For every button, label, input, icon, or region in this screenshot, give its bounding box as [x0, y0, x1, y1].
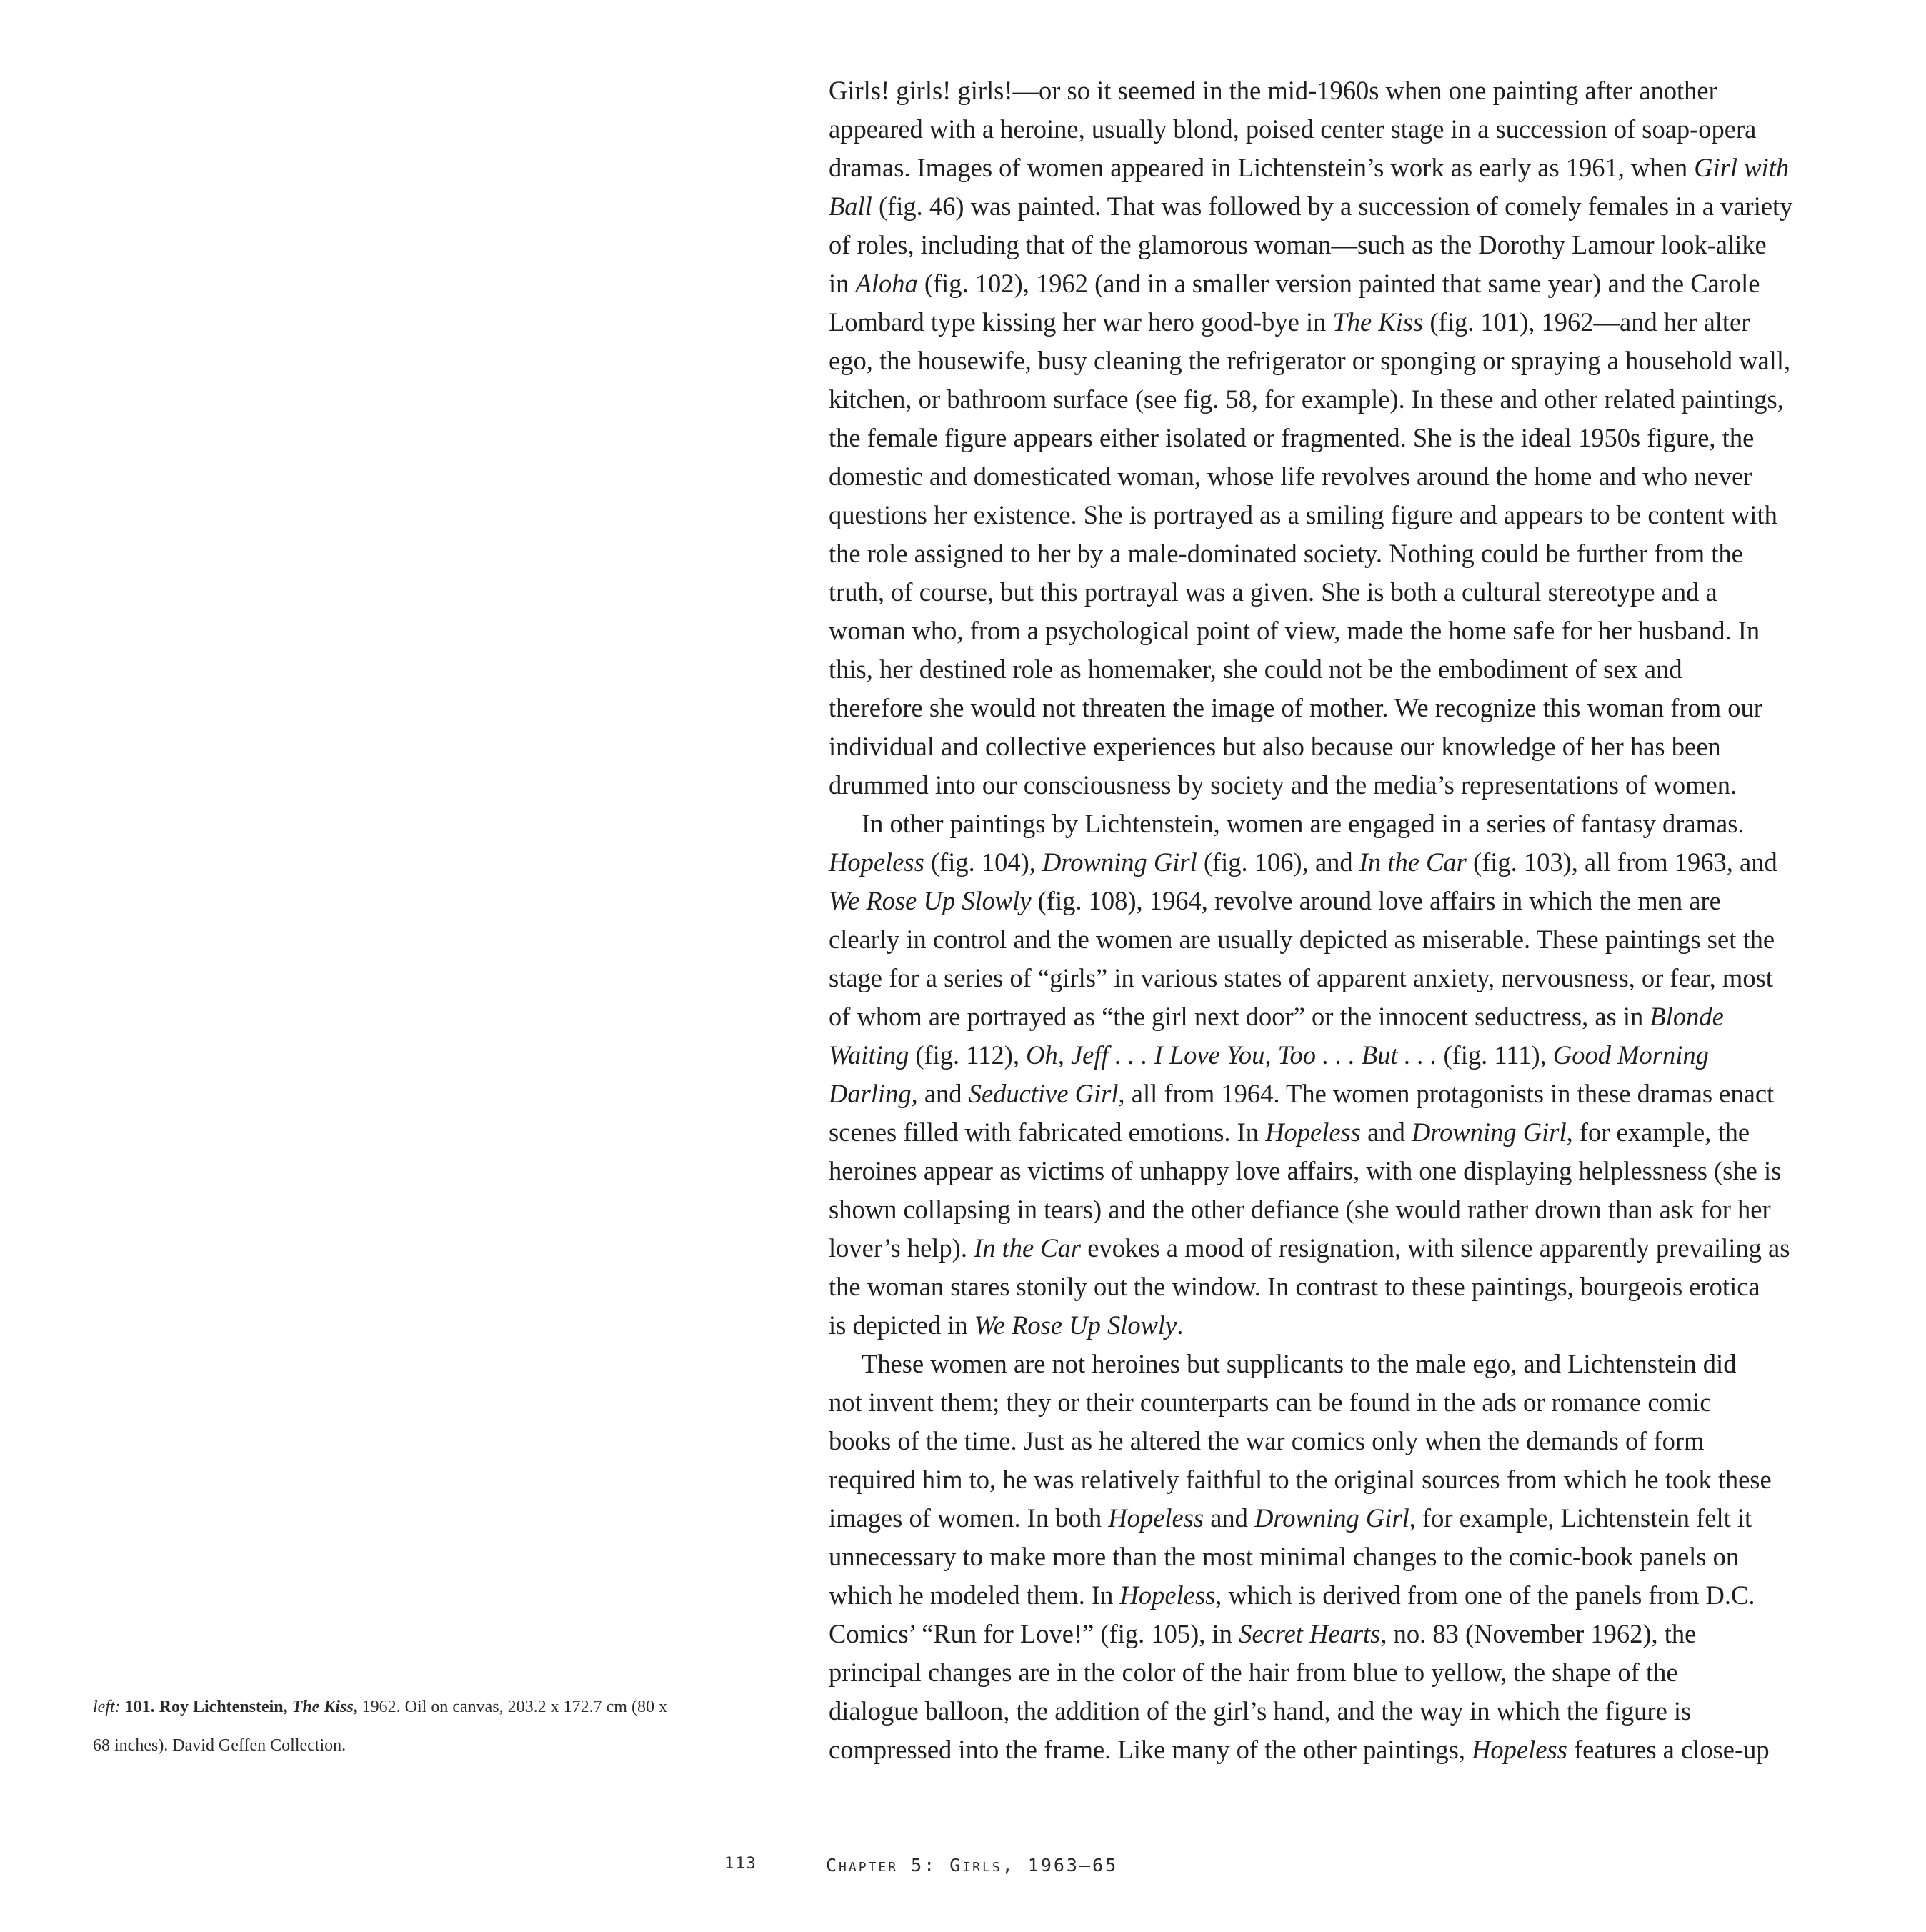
text-segment: Drowning Girl [1411, 1117, 1567, 1147]
body-line [829, 457, 1873, 496]
body-line [829, 1152, 1873, 1190]
text-segment: We Rose Up Slowly [829, 886, 1032, 915]
text-segment: , no. 83 (November 1962), the [1380, 1619, 1697, 1648]
text-segment: Drowning Girl [1254, 1503, 1409, 1533]
body-line [829, 997, 1873, 1036]
body-line [829, 1460, 1873, 1499]
text-segment: the role assigned to her by a male-dominated society. Nothing could be further from the [829, 539, 1743, 568]
text-segment: Hopeless [1265, 1117, 1361, 1147]
text-segment: (fig. 111), [1437, 1040, 1553, 1070]
body-line [829, 419, 1873, 457]
text-segment: 68 inches). David Geffen Collection. [93, 1736, 346, 1755]
body-line [829, 1268, 1873, 1306]
text-segment: Waiting [829, 1040, 909, 1070]
text-segment: not invent them; they or their counterparts can be found in the ads or romance comic [829, 1388, 1712, 1417]
text-segment: features a close-up [1567, 1735, 1770, 1764]
text-segment: Seductive Girl [968, 1079, 1119, 1108]
text-segment: therefore she would not threaten the image of mother. We recognize this woman from our [829, 693, 1762, 722]
text-segment: . [1177, 1310, 1184, 1340]
text-segment: Secret Hearts [1239, 1619, 1381, 1648]
text-segment: Girl with [1694, 153, 1790, 182]
text-segment: the female figure appears either isolated or fragmented. She is the ideal 1950s figure, the [829, 423, 1755, 452]
text-segment: and [1204, 1503, 1255, 1533]
text-segment: ego, the housewife, busy cleaning the refrigerator or sponging or spraying a household wall, [829, 346, 1791, 375]
body-line [829, 1306, 1873, 1345]
text-segment: this, her destined role as homemaker, she could not be the embodiment of sex and [829, 654, 1682, 684]
text-segment: truth, of course, but this portrayal was a given. She is both a cultural stereotype and a [829, 577, 1717, 607]
text-segment: (fig. 46) was painted. That was followed by a succession of comely females in a variety [872, 191, 1793, 221]
text-segment: woman who, from a psychological point of view, made the home safe for her husband. In [829, 616, 1760, 645]
body-line [829, 1499, 1873, 1538]
text-segment: kitchen, or bathroom surface (see fig. 58, for example). In these and other related paintings, [829, 384, 1784, 414]
text-segment: principal changes are in the color of the hair from blue to yellow, the shape of the [829, 1658, 1678, 1687]
text-segment: Aloha [855, 269, 918, 298]
body-line [829, 1615, 1873, 1653]
text-segment: In the Car [974, 1233, 1082, 1263]
text-segment: questions her existence. She is portrayed as a smiling figure and appears to be content with [829, 500, 1777, 529]
text-segment: (fig. 106), and [1197, 847, 1359, 877]
text-segment [292, 1698, 354, 1716]
text-segment: Hopeless [829, 847, 924, 877]
body-line [829, 920, 1873, 959]
text-segment: of roles, including that of the glamorous woman—such as the Dorothy Lamour look-alike [829, 230, 1767, 259]
text-segment: which he modeled them. In [829, 1580, 1120, 1610]
text-segment: , for example, Lichtenstein felt it [1409, 1503, 1752, 1533]
text-segment: and [917, 1079, 969, 1108]
text-segment: compressed into the frame. Like many of the other paintings, [829, 1735, 1472, 1764]
text-segment: individual and collective experiences but also because our knowledge of her has been [829, 732, 1721, 761]
text-segment: Comics’ “Run for Love!” (fig. 105), in [829, 1619, 1239, 1648]
running-head: Chapter 5: Girls, 1963–65 [826, 1855, 1119, 1876]
text-segment: These women are not heroines but supplicants to the male ego, and Lichtenstein did [862, 1349, 1737, 1378]
body-line [829, 303, 1873, 342]
text-segment: Girls! girls! girls!—or so it seemed in the mid-1960s when one painting after another [829, 76, 1717, 105]
body-line [829, 342, 1873, 380]
text-segment: Darling, [829, 1079, 918, 1108]
page-number: 113 [724, 1855, 757, 1873]
text-segment: Hopeless [1119, 1580, 1216, 1610]
text-segment: evokes a mood of resignation, with silence apparently prevailing as [1081, 1233, 1790, 1263]
text-segment: Hopeless [1472, 1735, 1567, 1764]
body-line [829, 805, 1873, 843]
text-segment: (fig. 101), 1962—and her alter [1423, 307, 1750, 337]
text-segment: images of women. In both [829, 1503, 1109, 1533]
body-line [829, 1383, 1873, 1422]
body-line [829, 1692, 1873, 1731]
text-segment: Drowning Girl [1042, 847, 1197, 877]
text-segment: , [353, 1698, 358, 1716]
body-line [829, 226, 1873, 264]
body-line [829, 959, 1873, 997]
text-segment: clearly in control and the women are usually depicted as miserable. These paintings set the [829, 925, 1775, 954]
body-line [829, 1075, 1873, 1113]
text-segment: Good Morning [1552, 1040, 1709, 1070]
text-segment: unnecessary to make more than the most minimal changes to the comic-book panels on [829, 1542, 1740, 1571]
text-segment: Blonde [1650, 1002, 1724, 1031]
body-line [829, 1653, 1873, 1692]
body-line [829, 689, 1873, 727]
text-segment: lover’s help). [829, 1233, 974, 1263]
text-segment: Ball [829, 191, 872, 221]
body-line [829, 612, 1873, 650]
text-segment: (fig. 112), [909, 1040, 1027, 1070]
text-segment: , for example, the [1566, 1117, 1750, 1147]
body-line [829, 149, 1873, 187]
figure-caption [93, 1688, 750, 1765]
text-segment: left: [93, 1698, 121, 1716]
text-segment: appeared with a heroine, usually blond, poised center stage in a succession of soap-opera [829, 114, 1757, 144]
text-segment: heroines appear as victims of unhappy love affairs, with one displaying helplessness (she is [829, 1156, 1782, 1185]
text-segment: In the Car [1359, 847, 1467, 877]
text-segment: Hopeless [1108, 1503, 1204, 1533]
text-segment: (fig. 108), 1964, revolve around love affairs in which the men are [1031, 886, 1721, 915]
body-text [829, 71, 1873, 1769]
body-line [829, 1538, 1873, 1576]
text-segment: We Rose Up Slowly [974, 1310, 1177, 1340]
text-segment: drummed into our consciousness by society and the media’s representations of women. [829, 770, 1737, 800]
body-line [829, 1113, 1873, 1152]
body-line [829, 264, 1873, 303]
text-segment: is depicted in [829, 1310, 974, 1340]
body-line [829, 1345, 1873, 1383]
body-line [829, 1190, 1873, 1229]
body-line [829, 843, 1873, 882]
caption-line [93, 1688, 750, 1726]
body-line [829, 573, 1873, 612]
text-segment: shown collapsing in tears) and the other defiance (she would rather drown than ask for her [829, 1195, 1771, 1224]
text-segment: in [829, 269, 856, 298]
text-segment: The Kiss [1332, 307, 1424, 337]
text-segment: (fig. 103), all from 1963, and [1466, 847, 1777, 877]
text-segment: the woman stares stonily out the window. In contrast to these paintings, bourgeois erotica [829, 1272, 1760, 1301]
text-segment: scenes filled with fabricated emotions. In [829, 1117, 1266, 1147]
body-line [829, 1036, 1873, 1075]
text-segment: (fig. 104), [924, 847, 1043, 877]
text-segment: books of the time. Just as he altered the war comics only when the demands of form [829, 1426, 1705, 1455]
text-segment: required him to, he was relatively faithful to the original sources from which he took these [829, 1465, 1772, 1494]
text-segment: dialogue balloon, the addition of the girl’s hand, and the way in which the figure is [829, 1696, 1692, 1726]
body-line [829, 1576, 1873, 1615]
body-line [829, 1731, 1873, 1769]
body-line [829, 1422, 1873, 1460]
text-segment: , all from 1964. The women protagonists in these dramas enact [1118, 1079, 1775, 1108]
body-line [829, 71, 1873, 110]
body-line [829, 727, 1873, 766]
text-segment: In other paintings by Lichtenstein, women are engaged in a series of fantasy dramas. [862, 809, 1745, 838]
body-line [829, 534, 1873, 573]
body-line [829, 496, 1873, 534]
text-segment: stage for a series of “girls” in various states of apparent anxiety, nervousness, or fear, most [829, 963, 1773, 992]
text-segment: domestic and domesticated woman, whose life revolves around the home and who never [829, 462, 1752, 491]
text-segment: , which is derived from one of the panels from D.C. [1215, 1580, 1755, 1610]
body-line [829, 650, 1873, 689]
text-segment: of whom are portrayed as “the girl next door” or the innocent seductress, as in [829, 1002, 1650, 1031]
text-segment: and [1361, 1117, 1412, 1147]
text-segment: Lombard type kissing her war hero good-bye in [829, 307, 1333, 337]
text-segment: Oh, Jeff . . . I Love You, Too . . . But . . . [1026, 1040, 1437, 1070]
text-segment: (fig. 102), 1962 (and in a smaller version painted that same year) and the Carole [917, 269, 1760, 298]
text-segment: The Kiss [291, 1698, 354, 1716]
body-line [829, 766, 1873, 805]
text-segment: 101. Roy Lichtenstein, [124, 1698, 292, 1716]
body-line [829, 110, 1873, 149]
body-line [829, 882, 1873, 920]
text-segment: 1962. Oil on canvas, 203.2 x 172.7 cm (80 x [357, 1698, 667, 1716]
caption-line [93, 1726, 750, 1765]
text-segment: dramas. Images of women appeared in Lichtenstein’s work as early as 1961, when [829, 153, 1695, 182]
body-line [829, 187, 1873, 226]
body-line [829, 1229, 1873, 1268]
body-line [829, 380, 1873, 419]
